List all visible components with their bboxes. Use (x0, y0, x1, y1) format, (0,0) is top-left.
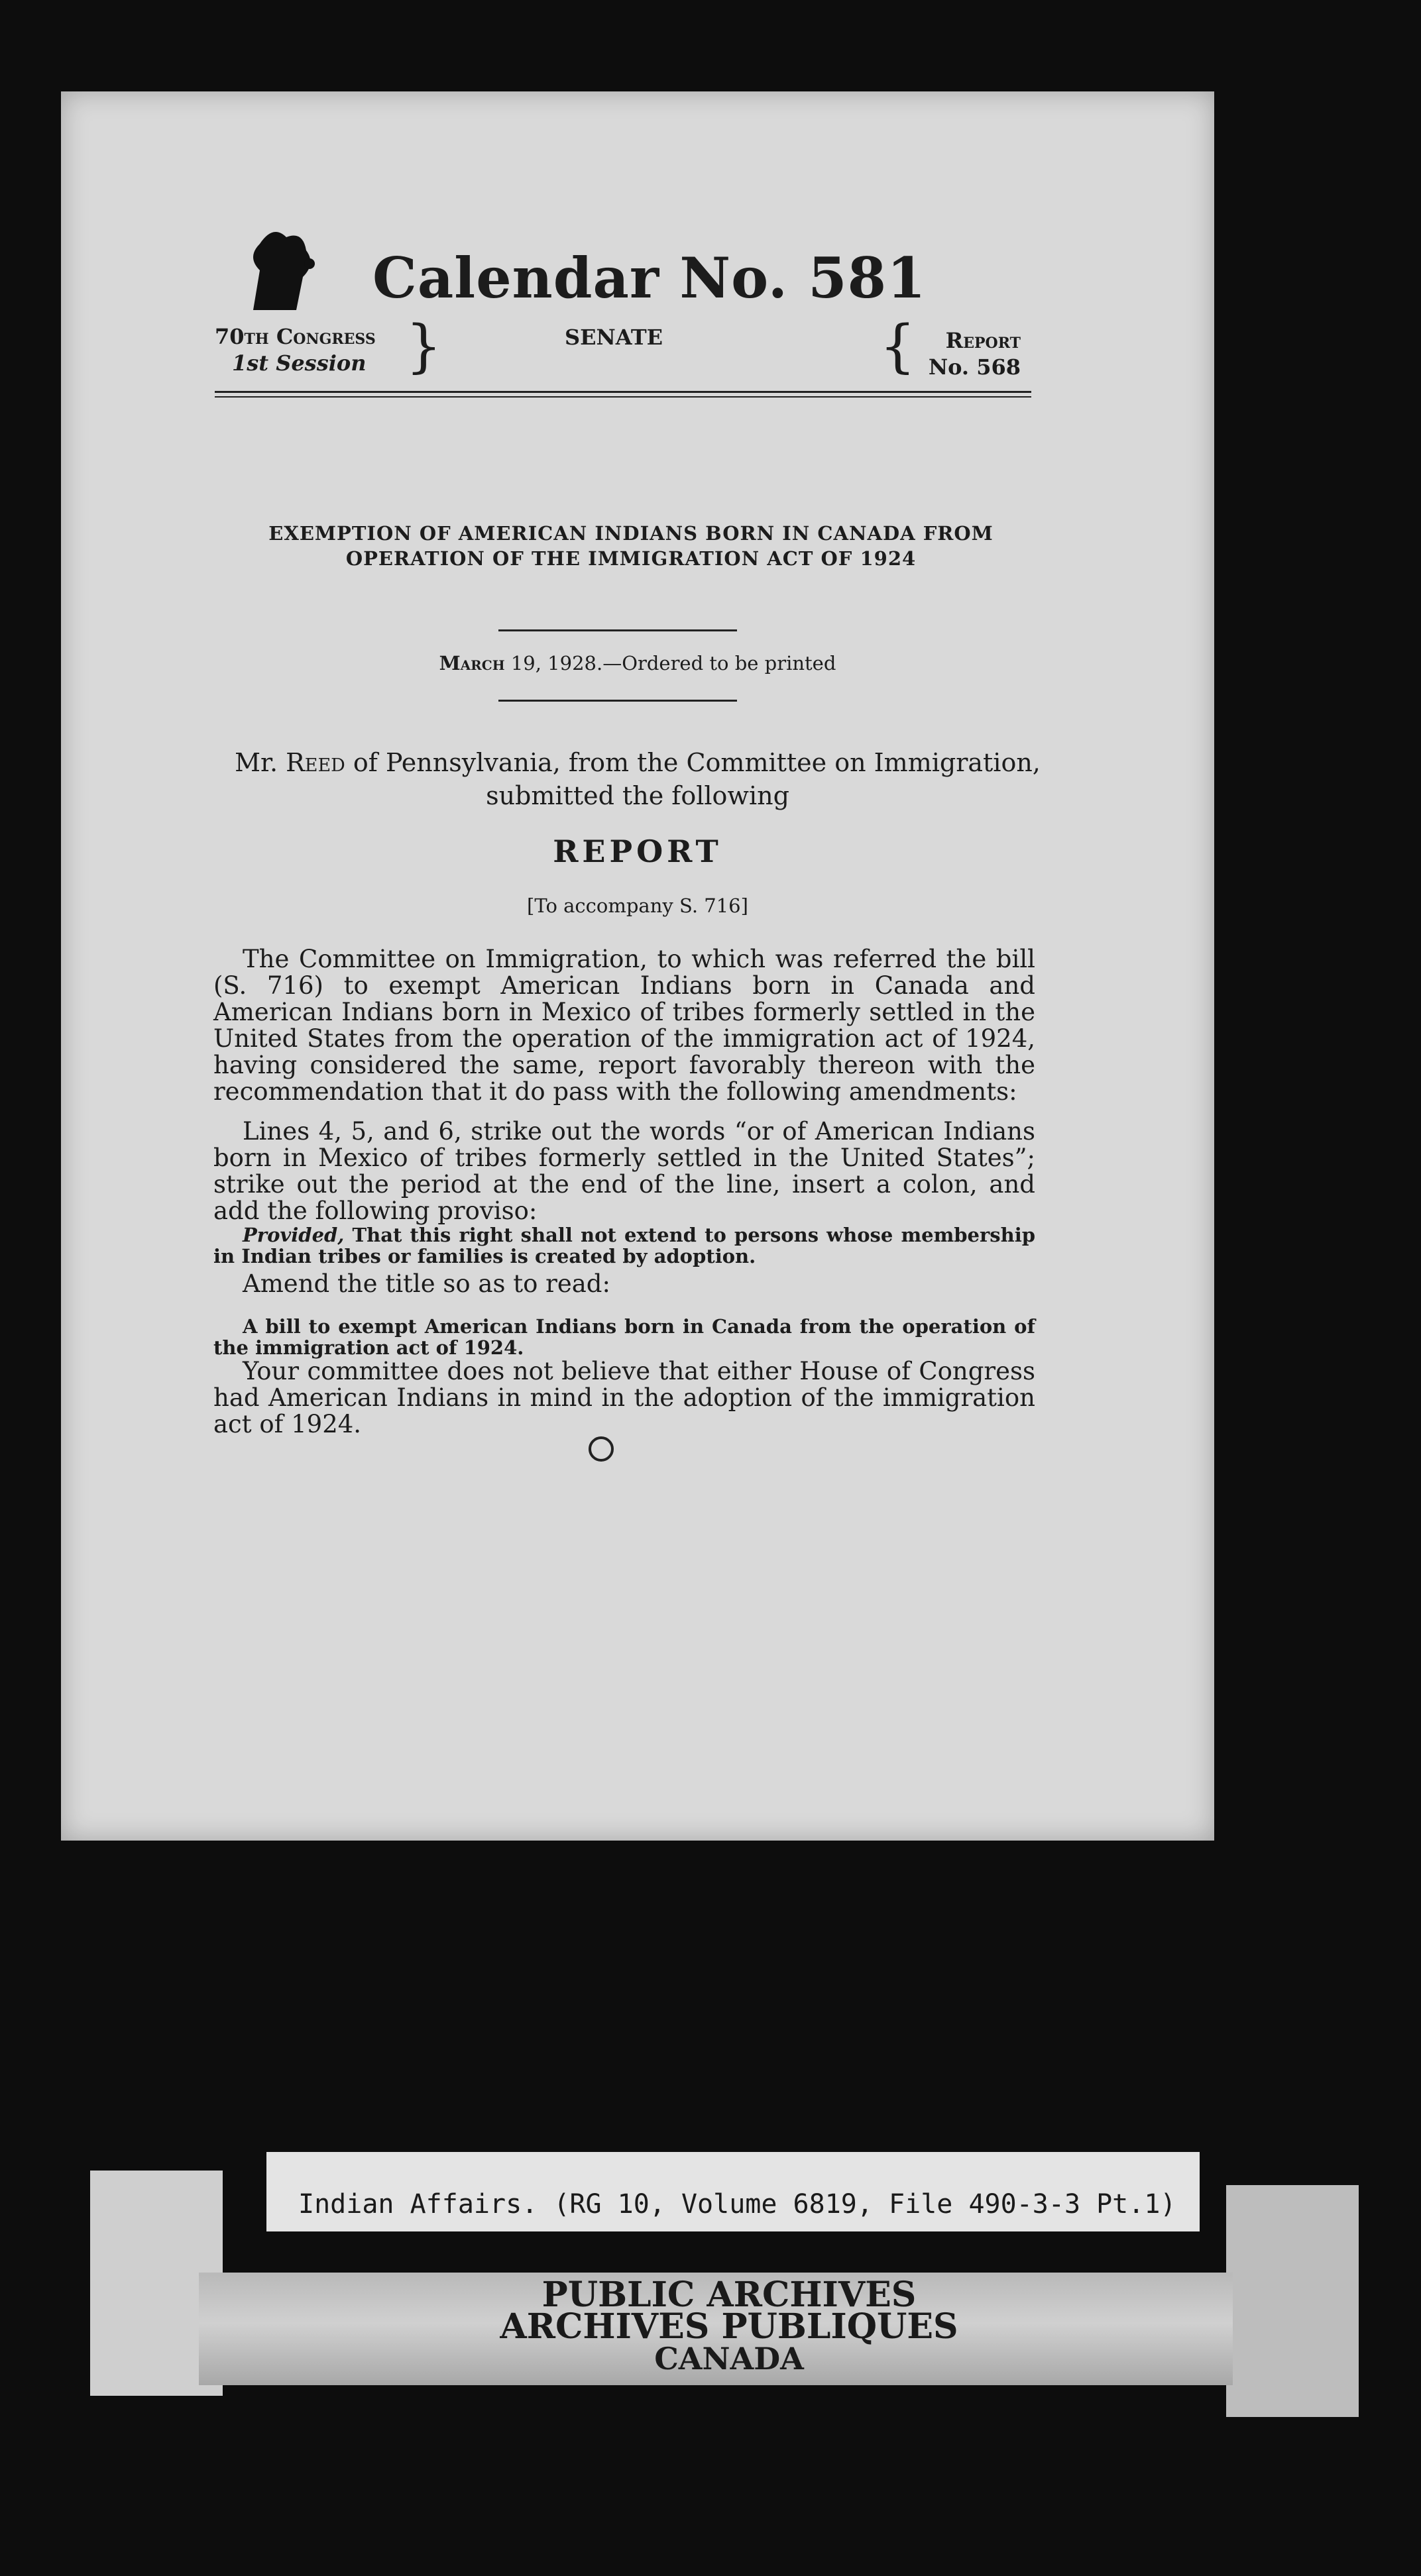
title-line-2: OPERATION OF THE IMMIGRATION ACT OF 1924 (345, 547, 917, 570)
report-title (187, 521, 1075, 571)
submitter-line-2: submitted the following (486, 781, 789, 810)
proviso-lead: Provided, (243, 1224, 345, 1246)
proviso-text: That this right shall not extend to persons whose membership in Indian tribes or families is created by adoption. (213, 1224, 1035, 1267)
chamber-label: SENATE (565, 325, 663, 350)
title-line-1: EXEMPTION OF AMERICAN INDIANS BORN IN CANADA FROM (268, 522, 994, 545)
bill-title: A bill to exempt American Indians born in Canada from the operation of the immigration act of 1924. (213, 1315, 1035, 1359)
congress-session (215, 323, 376, 376)
divider-top (498, 629, 737, 631)
submitter-name: Reed (286, 748, 345, 777)
ink-blot-emblem (240, 217, 319, 317)
ordered-line (194, 652, 1082, 674)
header-rule-thin (215, 396, 1031, 398)
divider-bottom (498, 700, 737, 702)
session-label: 1st Session (232, 350, 367, 376)
amend-title-line: Amend the title so as to read: (243, 1269, 610, 1298)
archive-label: Indian Affairs. (RG 10, Volume 6819, File 490-3-3 Pt.1) (298, 2189, 1176, 2220)
stamp-line-3: CANADA (654, 2341, 804, 2377)
proviso (213, 1224, 1035, 1267)
calendar-title: Calendar No. 581 (372, 245, 927, 311)
submitter-line (194, 746, 1082, 812)
report-number-block (928, 327, 1021, 380)
submitter-prefix: Mr. (235, 748, 286, 777)
report-label: Report (945, 328, 1021, 353)
report-heading: REPORT (553, 833, 722, 869)
ordered-month: March (439, 652, 505, 674)
report-number: No. 568 (928, 354, 1021, 380)
header-rule (215, 391, 1031, 393)
body-paragraph-3: Your committee does not believe that either House of Congress had American Indians in mind in the adoption of the immigration act of 1924. (213, 1357, 1035, 1438)
stamp-line-1: PUBLIC ARCHIVES (541, 2275, 917, 2315)
archive-stamp (464, 2275, 994, 2377)
stamp-line-2: ARCHIVES PUBLIQUES (500, 2306, 958, 2347)
document-page (61, 91, 1214, 1841)
congress-label: 70th Congress (215, 324, 376, 349)
ordered-rest: 19, 1928.—Ordered to be printed (504, 652, 836, 674)
left-brace: } (406, 313, 442, 380)
body-paragraph-2: Lines 4, 5, and 6, strike out the words “or of American Indians born in Mexico of tribes formerly settled in the United States”; strike out the period at the end of the line, insert a colon, and add the following proviso: (213, 1117, 1035, 1225)
body-paragraph-1: The Committee on Immigration, to which was referred the bill (S. 716) to exempt American Indians born in Canada and American Indians born in Mexico of tribes formerly settled in the United States from the operation of the immigration act of 1924, having considered the same, report favorably thereon with the recommendation that it do pass with the following amendments: (213, 945, 1035, 1106)
end-mark-circle (589, 1436, 614, 1462)
accompany-note: [To accompany S. 716] (527, 894, 748, 917)
submitter-rest: of Pennsylvania, from the Committee on Immigration, (345, 748, 1041, 777)
right-brace: { (880, 313, 916, 380)
film-edge-right (1226, 2185, 1359, 2417)
